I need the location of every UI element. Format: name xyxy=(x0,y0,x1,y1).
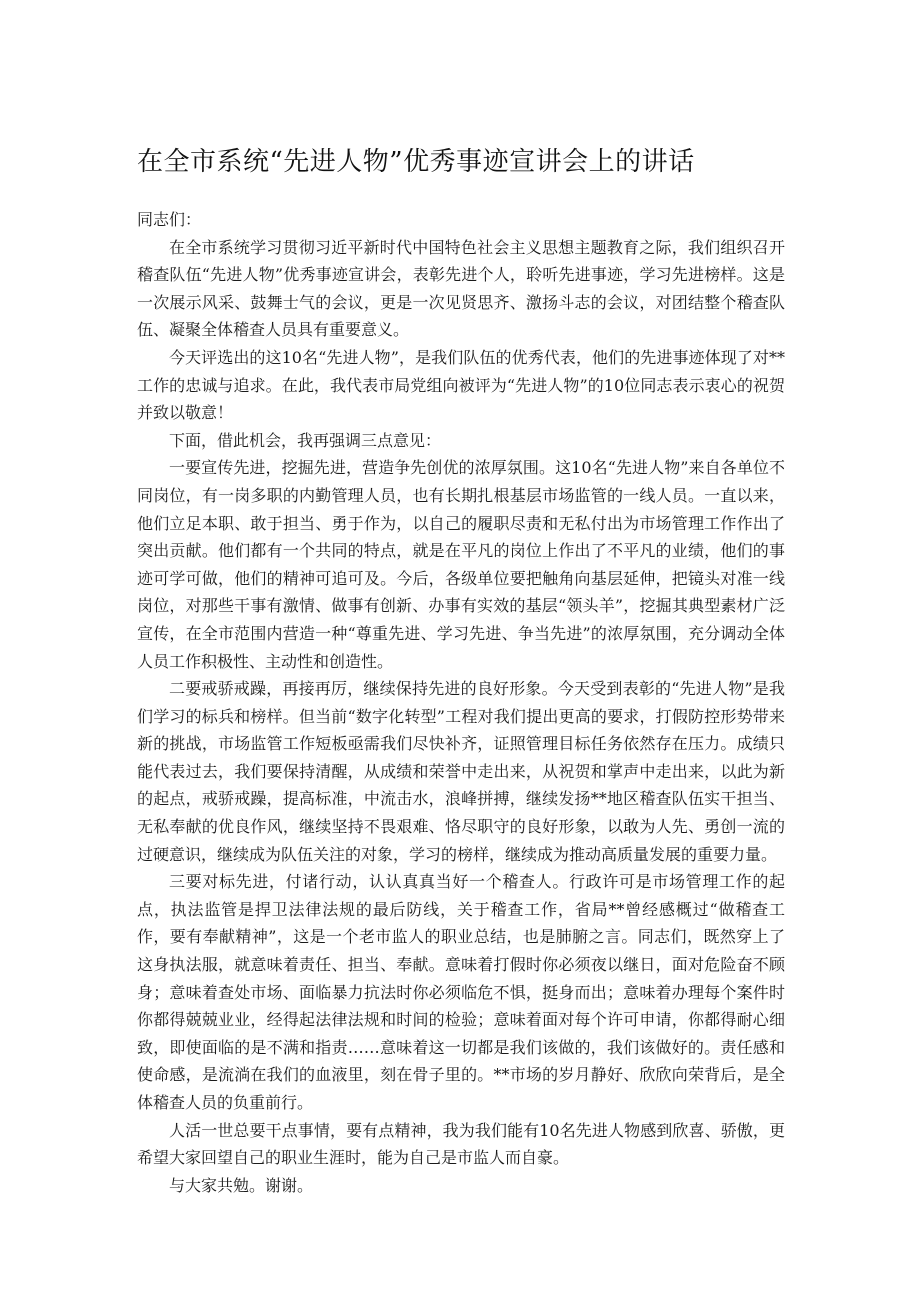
paragraph-point-one: 一要宣传先进，挖掘先进，营造争先创优的浓厚氛围。这10名“先进人物”来自各单位不同岗位，有一岗多职的内勤管理人员，也有长期扎根基层市场监管的一线人员。一直以来，他们立足本职、敢于担当、勇于作为，以自己的履职尽责和无私付出为市场管理工作作出了突出贡献。他们都有一个共同的特点，就是在平凡的岗位上作出了不平凡的业绩，他们的事迹可学可做，他们的精神可追可及。今后，各级单位要把触角向基层延伸，把镜头对准一线岗位，对那些干事有激情、做事有创新、办事有实效的基层“领头羊”，挖掘其典型素材广泛宣传，在全市范围内营造一种“尊重先进、学习先进、争当先进”的浓厚氛围，充分调动全体人员工作积极性、主动性和创造性。 xyxy=(137,458,785,671)
document-title: 在全市系统“先进人物”优秀事迹宣讲会上的讲话 xyxy=(137,147,695,177)
paragraph-congratulations: 今天评选出的这10名“先进人物”，是我们队伍的优秀代表，他们的先进事迹体现了对**工作的忠诚与追求。在此，我代表市局党组向被评为“先进人物”的10位同志表示衷心的祝贺并致以敬意！ xyxy=(137,347,785,423)
salutation: 同志们： xyxy=(137,210,202,229)
document-page xyxy=(137,140,785,1199)
paragraph-thanks: 与大家共勉。谢谢。 xyxy=(169,1175,314,1195)
paragraph-closing: 人活一世总要干点事情，要有点精神，我为我们能有10名先进人物感到欣喜、骄傲，更希望大家回望自己的职业生涯时，能为自己是市监人而自豪。 xyxy=(137,1120,785,1168)
paragraph-point-two: 二要戒骄戒躁，再接再厉，继续保持先进的良好形象。今天受到表彰的“先进人物”是我们学习的标兵和榜样。但当前“数字化转型”工程对我们提出更高的要求，打假防控形势带来新的挑战，市场监管工作短板亟需我们尽快补齐，证照管理目标任务依然存在压力。成绩只能代表过去，我们要保持清醒，从成绩和荣誉中走出来，从祝贺和掌声中走出来，以此为新的起点，戒骄戒躁，提高标准，中流击水，浪峰拼搏，继续发扬**地区稽查队伍实干担当、无私奉献的优良作风，继续坚持不畏艰难、恪尽职守的良好形象，以敢为人先、勇创一流的过硬意识，继续成为队伍关注的对象，学习的榜样，继续成为推动高质量发展的重要力量。 xyxy=(137,679,785,864)
paragraph-point-three: 三要对标先进，付诸行动，认认真真当好一个稽查人。行政许可是市场管理工作的起点，执法监管是捍卫法律法规的最后防线，关于稽查工作，省局**曾经感概过“做稽查工作，要有奉献精神”，这是一个老市监人的职业总结，也是肺腑之言。同志们，既然穿上了这身执法服，就意味着责任、担当、奉献。意味着打假时你必须夜以继日，面对危险奋不顾身；意味着查处市场、面临暴力抗法时你必须临危不惧，挺身而出；意味着办理每个案件时你都得兢兢业业，经得起法律法规和时间的检验；意味着面对每个许可申请，你都得耐心细致，即使面临的是不满和指责……意味着这一切都是我们该做的，我们该做好的。责任感和使命感，是流淌在我们的血液里，刻在骨子里的。**市场的岁月静好、欣欣向荣背后，是全体稽查人员的负重前行。 xyxy=(137,872,785,1112)
paragraph-opening: 在全市系统学习贯彻习近平新时代中国特色社会主义思想主题教育之际，我们组织召开稽查队伍“先进人物”优秀事迹宣讲会，表彰先进个人，聆听先进事迹，学习先进榜样。这是一次展示风采、鼓舞士气的会议，更是一次见贤思齐、激扬斗志的会议，对团结整个稽查队伍、凝聚全体稽查人员具有重要意义。 xyxy=(137,237,785,340)
paragraph-transition: 下面，借此机会，我再强调三点意见： xyxy=(169,430,442,450)
